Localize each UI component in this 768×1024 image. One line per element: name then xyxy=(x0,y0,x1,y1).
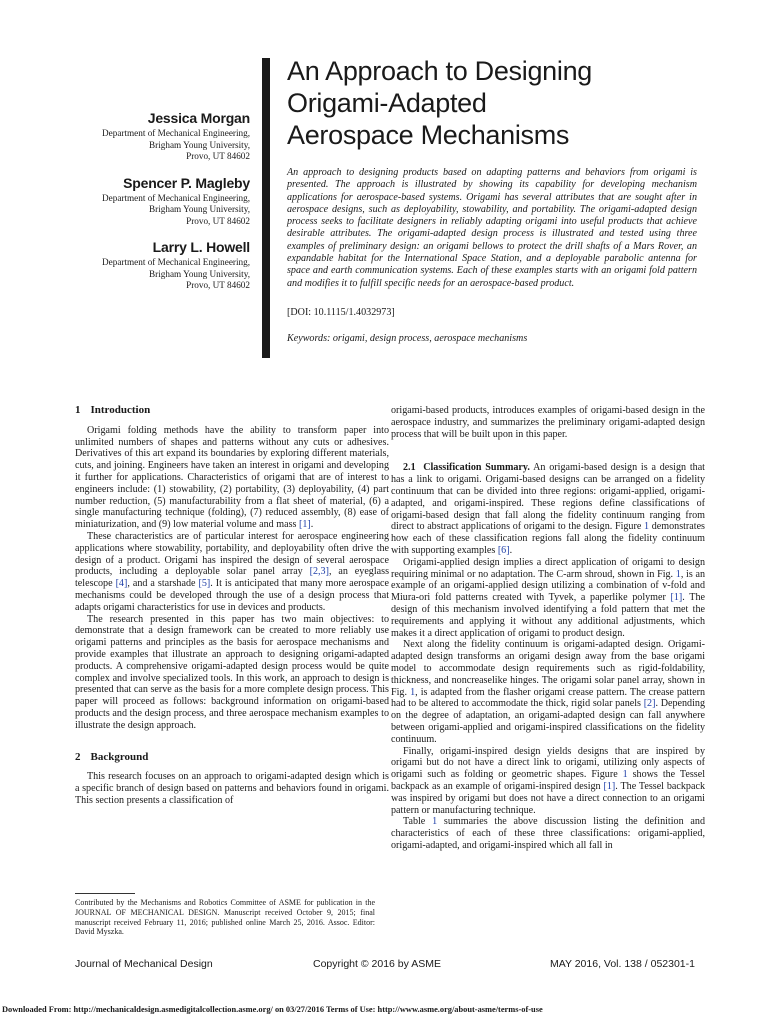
author-affiliation xyxy=(60,193,250,228)
paper-title xyxy=(287,55,727,151)
page-footer xyxy=(75,958,695,972)
author-name: Larry L. Howell xyxy=(152,239,250,255)
text: . The Tessel backpack was inspired by origami but does not have a direct connection to an origami pattern or manufacturing technique. xyxy=(391,780,705,816)
title-divider-bar xyxy=(262,58,270,358)
paragraph: origami-based products, introduces examples of origami-based design in the aerospace industry, and summarizes the preliminary origami-adapted design process that will be built upon in this paper. xyxy=(391,405,705,440)
right-column xyxy=(391,405,705,852)
text: . xyxy=(509,544,513,556)
author-name: Jessica Morgan xyxy=(147,110,250,126)
citation-link[interactable]: [1] xyxy=(603,780,616,792)
paragraph xyxy=(75,531,389,614)
affil-line: Department of Mechanical Engineering, xyxy=(102,192,250,203)
text: , is adapted from the flasher origami crease pattern. The crease pattern had to be altered to accommodate the thick, rigid solar panels xyxy=(391,686,705,710)
citation-link[interactable]: [2] xyxy=(643,698,656,710)
left-column xyxy=(75,405,389,807)
text: . The design of this mechanism involved identifying a fold pattern that met the requirements and applying it without any additional adjustments, which makes it a direct application of origami to product design. xyxy=(391,592,705,639)
download-notice: Downloaded From: http://mechanicaldesign.asmedigitalcollection.asme.org/ on 03/27/2016 Terms of Use: http://www.asme.org/about-asme/terms-of-use xyxy=(2,1005,543,1014)
author-affiliation xyxy=(60,257,250,292)
title-line: An Approach to Designing xyxy=(287,56,593,86)
citation-link[interactable]: [1] xyxy=(670,592,683,604)
affil-line: Provo, UT 84602 xyxy=(186,215,250,226)
text: . Depending on the degree of adaptation, an origami-adapted design can fall anywhere between origami-applied and origami-inspired classifications on the fidelity continuum. xyxy=(391,698,705,745)
keywords: Keywords: origami, design process, aerospace mechanisms xyxy=(287,333,528,344)
paragraph xyxy=(75,425,389,531)
text: These characteristics are of particular interest for aerospace engineering applications where stowability, portability, and deployability often drive the design of a product. Origami has inspired the design of several aerospace products, including a deployable solar panel array xyxy=(75,530,389,578)
title-line: Origami-Adapted xyxy=(287,88,487,118)
citation-link[interactable]: [1] xyxy=(298,519,311,531)
affil-line: Provo, UT 84602 xyxy=(186,280,250,290)
section-number: 2 xyxy=(75,750,81,763)
section-heading-introduction xyxy=(75,405,389,417)
text: , is an example of an origami-applied design utilizing a combination of v-fold and Miura-ori fold patterns created with Tyvek, a paperlike polymer xyxy=(391,568,705,604)
section-title: Introduction xyxy=(90,404,151,416)
subsection-title: Classification Summary. xyxy=(423,462,530,474)
text: demonstrates how each of these classification regions fall along the fidelity continuum with supporting examples xyxy=(391,521,705,556)
text: Next along the fidelity continuum is origami-adapted design. Origami-adapted design transforms an origami design away from the base origami model to accommodate design requirements such as rigid-foldability, thickness, and noncreaselike hinges. The origami solar panel array, shown in Fig. xyxy=(391,639,705,698)
doi-link[interactable]: [DOI: 10.1115/1.4032973] xyxy=(287,307,395,318)
section-number: 1 xyxy=(75,404,81,416)
text: summaries the above discussion listing the definition and characteristics of each of these three classifications: origami-applied, origami-adapted, and origami-inspired which all fall in xyxy=(391,816,705,851)
section-title: Background xyxy=(90,750,149,763)
affil-line: Brigham Young University, xyxy=(149,268,250,279)
abstract: An approach to designing products based on adapting patterns and behaviors from origami is presented. The approach is illustrated by showing its capability for developing mechanism applications for aerospace-based systems. Origami has several attributes that are sought after in aerospace designs, such as deployability, stowability, and portability. The origami-adapted design process seeks to facilitate designers in reliably adapting origami into useful products that achieve desirable attributes. The origami-adapted design process is illustrated and tested using three examples of preliminary design: an origami bellows to protect the drill shafts of a Mars Rover, an expandable habitat for the International Space Station, and a deployable parabolic antenna for space and earth communication systems. Each of these examples starts with an origami fold pattern and modifies it to fulfill specific needs for an aerospace-based product. xyxy=(287,167,697,289)
text: Finally, origami-inspired design yields designs that are inspired by origami but do not have a direct link to origami, utilizing only aspects of origami such as folding or geometric shapes. Figure xyxy=(391,745,705,781)
paragraph xyxy=(391,816,705,851)
affil-line: Brigham Young University, xyxy=(149,139,250,150)
affil-line: Brigham Young University, xyxy=(149,204,250,214)
text: , an eyeglass telescope xyxy=(75,566,389,590)
paragraph: The research presented in this paper has two main objectives: to demonstrate that a design framework can be created to more reliably use origami patterns and principles as the basis for aerospace mechanisms and provide examples that illustrate an approach to designing origami-adapted products. A comprehensive origami-adapted design process would be quite complex and involve specialized tools. In this work, an approach to design is presented that can serve as the basis for a more complete design process. This paper will proceed as follows: background information on origami-based products and the design process, and three aerospace mechanism examples to illustrate the design approach. xyxy=(75,613,389,731)
footnote-rule xyxy=(75,893,135,894)
table-link[interactable]: 1 xyxy=(432,816,438,828)
paragraph: This research focuses on an approach to origami-adapted design which is a specific branch of design based on patterns and behaviors found in origami. This section presents a classification of xyxy=(75,771,389,806)
author-name: Spencer P. Magleby xyxy=(123,174,250,191)
citation-link[interactable]: [6] xyxy=(497,544,510,556)
citation-link[interactable]: [5] xyxy=(198,578,211,590)
footnote: Contributed by the Mechanisms and Robotics Committee of ASME for publication in the JOURNAL OF MECHANICAL DESIGN. Manuscript received October 9, 2015; final manuscript received February 11, 2016; published online March 25, 2016. Assoc. Editor: David Myszka. xyxy=(75,898,375,937)
title-line: Aerospace Mechanisms xyxy=(287,120,570,150)
affil-line: Provo, UT 84602 xyxy=(186,151,250,161)
affil-line: Department of Mechanical Engineering, xyxy=(102,257,250,267)
figure-link[interactable]: 1 xyxy=(622,769,628,781)
text: , and a starshade xyxy=(127,578,199,590)
journal-name: Journal of Mechanical Design xyxy=(75,958,213,970)
paragraph xyxy=(391,462,705,556)
author-list xyxy=(60,110,250,304)
paragraph xyxy=(391,557,705,640)
author-affiliation xyxy=(60,128,250,163)
text: shows the Tessel backpack as an example of origami-inspired design xyxy=(391,769,705,792)
paragraph xyxy=(391,639,705,745)
copyright: Copyright © 2016 by ASME xyxy=(313,958,441,970)
text: . xyxy=(310,519,314,531)
section-heading-background xyxy=(75,752,389,764)
citation-link[interactable]: [4] xyxy=(115,578,128,590)
text: Table xyxy=(403,816,433,828)
text: Origami folding methods have the ability to transform paper into unlimited numbers of shapes and patterns without any cuts or adhesives. Derivatives of this art expand its boundaries by exploring different materials, cuts, and joining. Engineers have taken an interest in origami and developing it further for applications. Characteristics of origami that are of interest to engineers include: (1) stowability, (2) portability, (3) deployability, (4) part number reduction, (5) manufacturability from a flat sheet of material, (6) a single manufacturing technique (folding), (7) reduced assembly, (8) ease of miniaturization, and (9) low material volume and mass xyxy=(75,424,389,531)
citation-link[interactable]: [2,3] xyxy=(309,566,329,578)
text: An origami-based design is a design that has a link to origami. Origami-based designs can be arranged on a fidelity continuum that can be divided into three regions: origami-applied, origami-adapted, and origami-inspired. These regions define classifications of origami-based design that fall along the fidelity continuum ranging from direct to abstract applications of origami to the design. Figure xyxy=(391,462,705,533)
figure-link[interactable]: 1 xyxy=(644,521,650,533)
figure-link[interactable]: 1 xyxy=(675,568,681,580)
page-info: MAY 2016, Vol. 138 / 052301-1 xyxy=(550,958,695,970)
text: Origami-applied design implies a direct application of origami to design requiring minimal or no adaptation. The C-arm shroud, shown in Fig. xyxy=(391,556,705,580)
figure-link[interactable]: 1 xyxy=(410,686,416,698)
subsection-number: 2.1 xyxy=(403,462,416,474)
text: . It is anticipated that many more aerospace mechanisms could be developed through the use of a design process that adapts origami characteristics for use in devices and products. xyxy=(75,578,390,613)
paragraph xyxy=(391,746,705,817)
affil-line: Department of Mechanical Engineering, xyxy=(102,128,250,138)
